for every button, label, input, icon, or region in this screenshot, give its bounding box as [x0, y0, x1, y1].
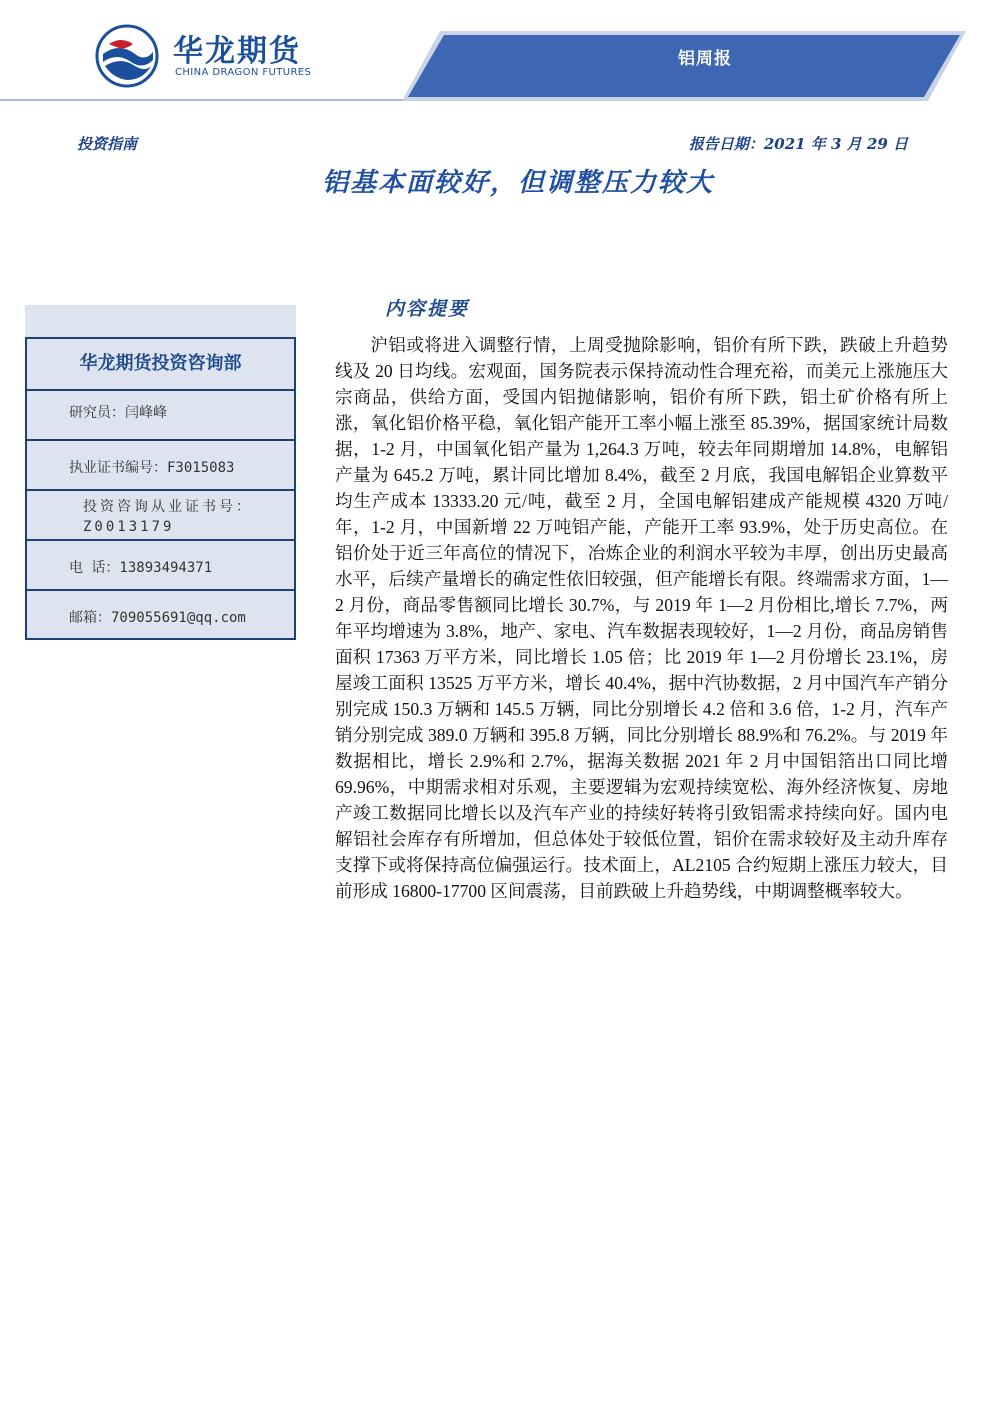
page-title: 铝基本面较好，但调整压力较大	[321, 168, 714, 198]
contact-panel	[25, 305, 296, 640]
license-row: 执业证书编号：F3015083	[27, 439, 294, 489]
researcher-row: 研究员：闫峰峰	[27, 389, 294, 439]
contact-box	[25, 337, 296, 640]
phone-row: 电 话：13893494371	[27, 539, 294, 589]
report-type-label: 铝周报	[678, 49, 732, 69]
report-date: 报告日期：2021 年 3 月 29 日	[688, 135, 908, 153]
company-name-cn: 华龙期货	[173, 34, 301, 69]
email-row: 邮箱：709055691@qq.com	[27, 589, 294, 640]
consult-license-row: 投资咨询从业证书号：Z0013179	[27, 489, 294, 539]
company-name-en: CHINA DRAGON FUTURES	[175, 67, 312, 78]
summary-heading: 内容提要	[385, 298, 470, 320]
summary-paragraph: 沪铝或将进入调整行情，上周受抛除影响，铝价有所下跌，跌破上升趋势线及 20 日均线。宏观面，国务院表示保持流动性合理充裕，而美元上涨施压大宗商品，供给方面，受国内铝抛储影响，铝价有所下跌，铝土矿价格有所上涨，氧化铝价格平稳，氧化铝产能开工率小幅上涨至 85.39%，据国家统计局数据，1-2 月，中国氧化铝产量为 1,264.3 万吨，较去年同期增加 14.8%，电解铝产量为 645.2 万吨，累计同比增加 8.4%，截至 2 月底，我国电解铝企业算数平均生产成本 13333.20 元/吨，截至 2 月，全国电解铝建成产能规模 4320 万吨/年，1-2 月，中国新增 22 万吨铝产能，产能开工率 93.9%，处于历史高位。在铝价处于近三年高位的情况下，冶炼企业的利润水平较为丰厚，创出历史最高水平，后续产量增长的确定性依旧较强，但产能增长有限。终端需求方面，1—2 月份，商品零售额同比增长 30.7%，与 2019 年 1—2 月份相比,增长 7.7%，两年平均增速为 3.8%，地产、家电、汽车数据表现较好，1—2 月份，商品房销售面积 17363 万平方米，同比增长 1.05 倍；比 2019 年 1—2 月份增长 23.1%，房屋竣工面积 13525 万平方米，增长 40.4%，据中汽协数据，2 月中国汽车产销分别完成 150.3 万辆和 145.5 万辆，同比分别增长 4.2 倍和 3.6 倍，1-2 月，汽车产销分别完成 389.0 万辆和 395.8 万辆，同比分别增长 88.9%和 76.2%。与 2019 年数据相比，增长 2.9%和 2.7%，据海关数据 2021 年 2 月中国铝箔出口同比增 69.96%，中期需求相对乐观，主要逻辑为宏观持续宽松、海外经济恢复、房地产竣工数据同比增长以及汽车产业的持续好转将引致铝需求持续向好。国内电解铝社会库存有所增加，但总体处于较低位置，铝价在需求较好及主动升库存支撑下或将保持高位偏强运行。技术面上，AL2105 合约短期上涨压力较大，目前形成 16800-17700 区间震荡，目前跌破上升趋势线，中期调整概率较大。	[335, 335, 948, 901]
header-banner	[0, 25, 992, 105]
department-heading: 华龙期货投资咨询部	[79, 353, 242, 374]
category-label: 投资指南	[77, 135, 138, 153]
